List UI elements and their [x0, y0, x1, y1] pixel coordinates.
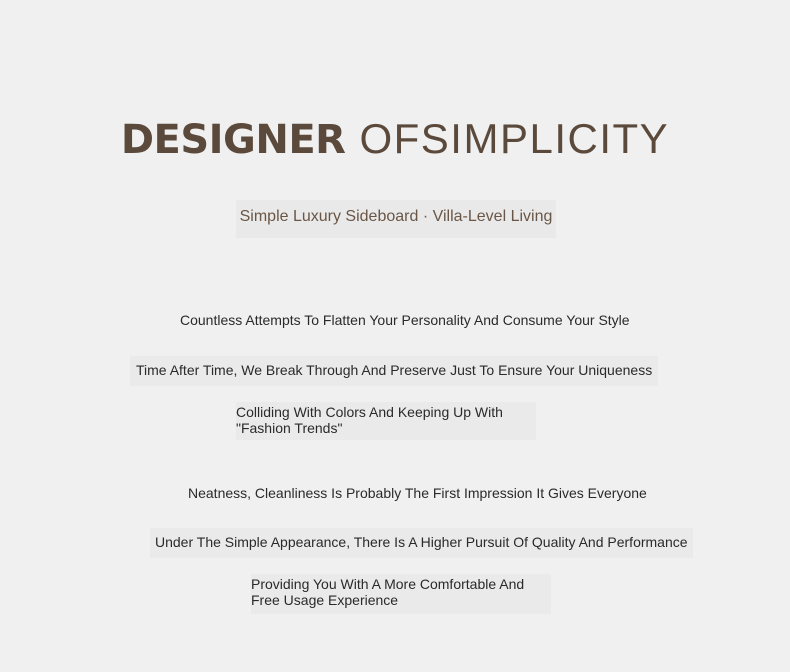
text-line-4: Neatness, Cleanliness Is Probably The First Impression It Gives Everyone [188, 485, 647, 501]
text-line-5: Under The Simple Appearance, There Is A Higher Pursuit Of Quality And Performance [150, 528, 693, 558]
text-line-1: Countless Attempts To Flatten Your Personality And Consume Your Style [180, 312, 630, 328]
subtitle: Simple Luxury Sideboard · Villa-Level Living [236, 200, 556, 238]
headline-bold: DESIGNER [120, 117, 346, 163]
text-line-2: Time After Time, We Break Through And Preserve Just To Ensure Your Uniqueness [130, 356, 658, 386]
headline [0, 115, 790, 163]
headline-light: OFSIMPLICITY [359, 115, 670, 162]
text-line-3: Colliding With Colors And Keeping Up With "Fashion Trends" [236, 402, 536, 440]
text-line-6: Providing You With A More Comfortable And Free Usage Experience [251, 574, 551, 614]
